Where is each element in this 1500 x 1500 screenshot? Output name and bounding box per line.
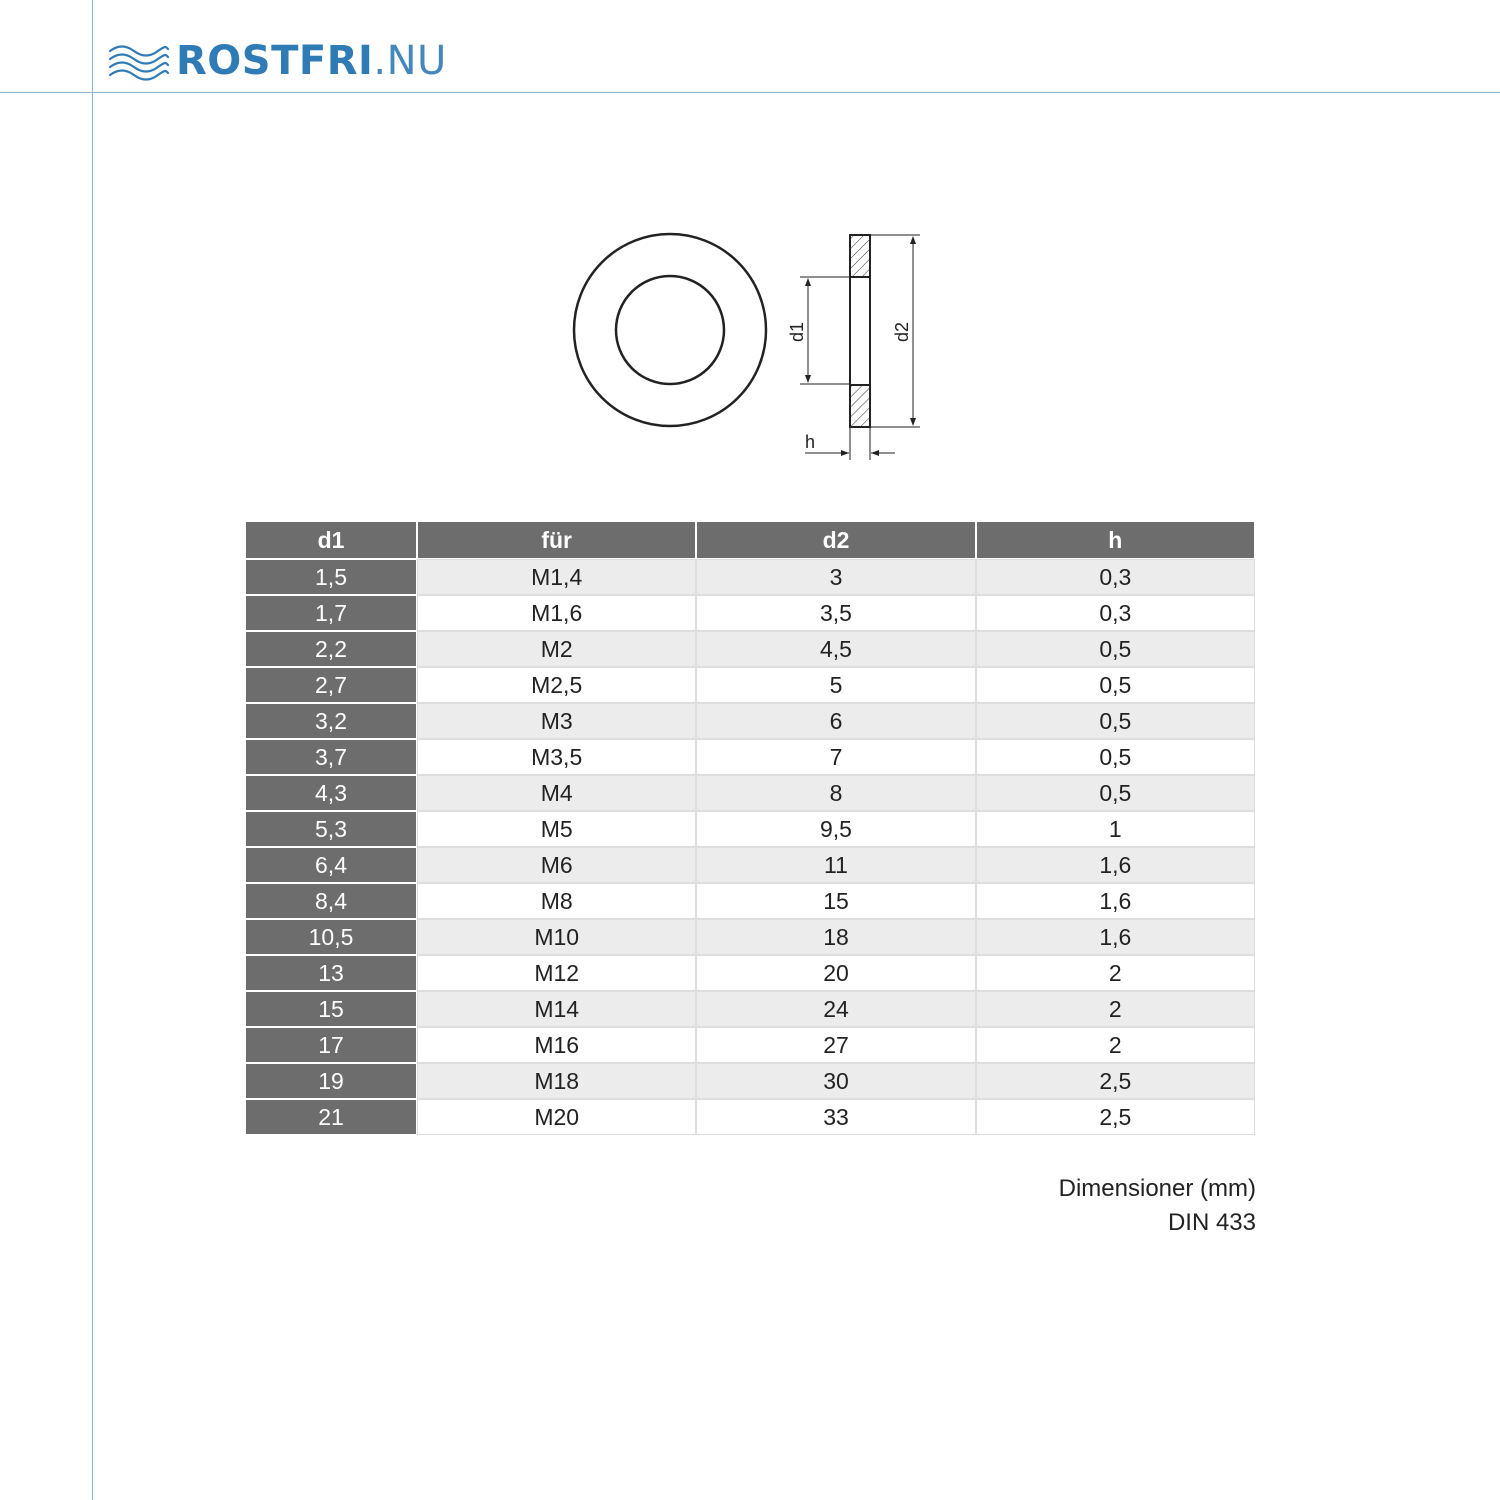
table-cell-d1: 8,4 — [246, 884, 416, 918]
table-cell-d2: 20 — [697, 956, 974, 990]
brand-logo — [108, 38, 447, 84]
table-cell-d2: 8 — [697, 776, 974, 810]
table-row — [246, 560, 1254, 594]
table-cell-d1: 15 — [246, 992, 416, 1026]
table-row — [246, 956, 1254, 990]
table-cell-d2: 6 — [697, 704, 974, 738]
table-cell-d1: 3,2 — [246, 704, 416, 738]
table-cell-d1: 10,5 — [246, 920, 416, 954]
brand-name: ROSTFRI — [176, 38, 374, 84]
table-cell-h: 0,3 — [977, 560, 1254, 594]
washer-technical-drawing — [560, 222, 940, 472]
table-cell-fuer: M10 — [418, 920, 695, 954]
table-row — [246, 992, 1254, 1026]
table-row — [246, 1100, 1254, 1134]
washer-inner-circle — [616, 276, 724, 384]
table-cell-fuer: M3,5 — [418, 740, 695, 774]
table-cell-h: 0,5 — [977, 740, 1254, 774]
table-row — [246, 1028, 1254, 1062]
h-dimension-label: h — [804, 432, 816, 452]
table-cell-d2: 15 — [697, 884, 974, 918]
table-cell-fuer: M2,5 — [418, 668, 695, 702]
table-cell-d1: 2,2 — [246, 632, 416, 666]
table-cell-h: 0,5 — [977, 776, 1254, 810]
table-cell-fuer: M16 — [418, 1028, 695, 1062]
horizontal-guide-line — [0, 92, 1500, 93]
table-cell-h: 2 — [977, 992, 1254, 1026]
table-row — [246, 740, 1254, 774]
table-cell-d1: 21 — [246, 1100, 416, 1134]
table-cell-fuer: M5 — [418, 812, 695, 846]
table-cell-d2: 7 — [697, 740, 974, 774]
table-cell-h: 2,5 — [977, 1064, 1254, 1098]
table-cell-h: 1,6 — [977, 848, 1254, 882]
table-cell-d2: 33 — [697, 1100, 974, 1134]
caption-standard: DIN 433 — [1167, 1209, 1256, 1236]
table-cell-d1: 6,4 — [246, 848, 416, 882]
brand-suffix: .NU — [373, 38, 447, 84]
table-cell-d1: 5,3 — [246, 812, 416, 846]
table-cell-d2: 9,5 — [697, 812, 974, 846]
header-fuer: für — [418, 522, 695, 558]
table-cell-d2: 3,5 — [697, 596, 974, 630]
washer-section-bottom — [850, 385, 870, 427]
table-cell-d1: 1,7 — [246, 596, 416, 630]
table-cell-d2: 5 — [697, 668, 974, 702]
table-cell-d2: 4,5 — [697, 632, 974, 666]
table-cell-d1: 1,5 — [246, 560, 416, 594]
table-cell-fuer: M1,6 — [418, 596, 695, 630]
dimensions-table — [244, 520, 1256, 1136]
vertical-guide-line — [92, 0, 93, 1500]
table-cell-fuer: M12 — [418, 956, 695, 990]
table-cell-d1: 4,3 — [246, 776, 416, 810]
header-d1: d1 — [246, 522, 416, 558]
table-row — [246, 668, 1254, 702]
table-cell-h: 1,6 — [977, 884, 1254, 918]
washer-section-top — [850, 235, 870, 277]
table-row — [246, 596, 1254, 630]
table-cell-h: 0,3 — [977, 596, 1254, 630]
table-row — [246, 1064, 1254, 1098]
table-cell-d2: 30 — [697, 1064, 974, 1098]
caption — [1059, 1172, 1256, 1240]
table-cell-d1: 13 — [246, 956, 416, 990]
table-cell-fuer: M3 — [418, 704, 695, 738]
washer-outer-circle — [574, 234, 766, 426]
table-row — [246, 920, 1254, 954]
table-cell-fuer: M14 — [418, 992, 695, 1026]
table-cell-fuer: M18 — [418, 1064, 695, 1098]
table-cell-d2: 11 — [697, 848, 974, 882]
caption-units: Dimensioner (mm) — [1058, 1175, 1256, 1202]
header-h: h — [977, 522, 1254, 558]
table-row — [246, 632, 1254, 666]
table-cell-fuer: M20 — [418, 1100, 695, 1134]
table-cell-d1: 17 — [246, 1028, 416, 1062]
table-row — [246, 704, 1254, 738]
table-cell-fuer: M4 — [418, 776, 695, 810]
table-cell-fuer: M2 — [418, 632, 695, 666]
table-header-row — [246, 522, 1254, 558]
table-row — [246, 776, 1254, 810]
table-cell-d2: 27 — [697, 1028, 974, 1062]
table-cell-fuer: M1,4 — [418, 560, 695, 594]
table-cell-h: 1,6 — [977, 920, 1254, 954]
header-d2: d2 — [697, 522, 974, 558]
table-cell-d1: 19 — [246, 1064, 416, 1098]
table-row — [246, 812, 1254, 846]
table-cell-fuer: M6 — [418, 848, 695, 882]
table-cell-d2: 18 — [697, 920, 974, 954]
d1-dimension-label: d1 — [787, 321, 807, 343]
table-row — [246, 848, 1254, 882]
table-cell-fuer: M8 — [418, 884, 695, 918]
d2-dimension-label: d2 — [892, 321, 912, 343]
table-cell-h: 2,5 — [977, 1100, 1254, 1134]
table-cell-h: 2 — [977, 956, 1254, 990]
table-row — [246, 884, 1254, 918]
table-cell-d1: 2,7 — [246, 668, 416, 702]
table-cell-h: 0,5 — [977, 704, 1254, 738]
waves-icon — [108, 41, 170, 81]
table-cell-h: 1 — [977, 812, 1254, 846]
table-cell-h: 2 — [977, 1028, 1254, 1062]
table-cell-d1: 3,7 — [246, 740, 416, 774]
table-cell-h: 0,5 — [977, 632, 1254, 666]
table-body — [246, 560, 1254, 1134]
table-cell-d2: 24 — [697, 992, 974, 1026]
table-cell-d2: 3 — [697, 560, 974, 594]
table-cell-h: 0,5 — [977, 668, 1254, 702]
